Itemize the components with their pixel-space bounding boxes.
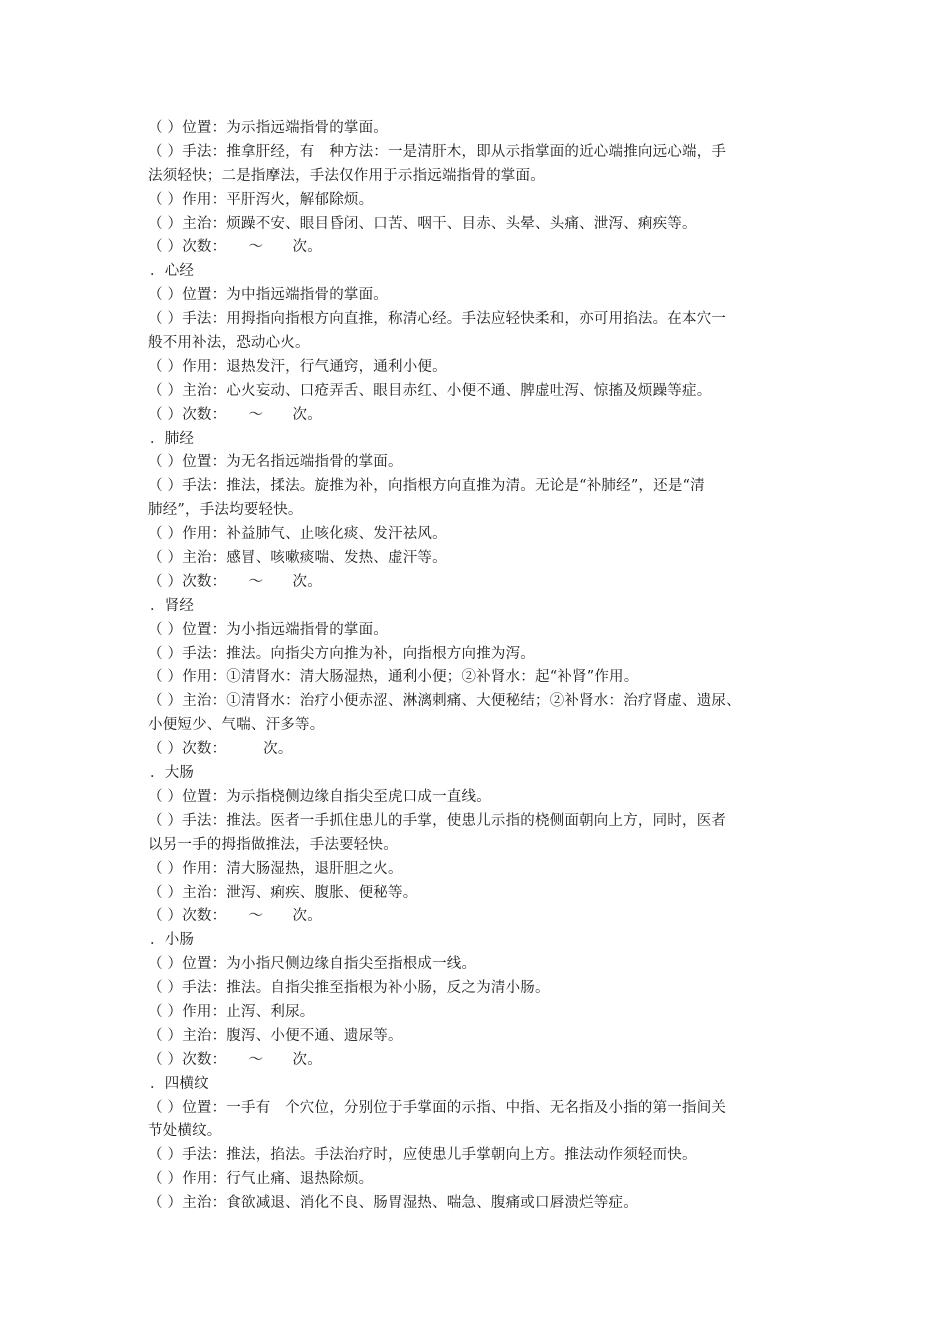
- text-line: （ ）次数： ～ 次。: [148, 573, 322, 590]
- text-line: （ ）作用：退热发汗，行气通窍，通利小便。: [148, 358, 447, 375]
- text-line: （ ）次数： ～ 次。: [148, 239, 322, 256]
- text-line: （ ）位置：一手有 个穴位，分别位于手掌面的示指、中指、无名指及小指的第一指间关: [148, 1099, 727, 1116]
- text-line: （ ）主治：食欲减退、消化不良、肠胃湿热、喘急、腹痛或口唇溃烂等症。: [148, 1195, 638, 1212]
- text-line: （ ）主治：泄泻、痢疾、腹胀、便秘等。: [148, 884, 418, 901]
- text-line: （ ）作用：①清肾水：清大肠湿热，通利小便；②补肾水：起“补肾”作用。: [148, 669, 639, 686]
- text-line: 以另一手的拇指做推法，手法要轻快。: [148, 836, 398, 853]
- text-line: （ ）次数： ～ 次。: [148, 1051, 322, 1068]
- text-line: （ ）位置：为示指桡侧边缘自指尖至虎口成一直线。: [148, 788, 491, 805]
- section-heading: ．小肠: [150, 932, 195, 949]
- text-line: （ ）手法：推法。自指尖推至指根为补小肠，反之为清小肠。: [148, 980, 550, 997]
- text-line: （ ）主治：感冒、咳嗽痰喘、发热、虚汗等。: [148, 550, 447, 567]
- text-line: （ ）位置：为中指远端指骨的掌面。: [148, 287, 389, 304]
- text-line: （ ）位置：为小指远端指骨的掌面。: [148, 621, 389, 638]
- document-page: [148, 117, 808, 1216]
- text-line: 法须轻快；二是指摩法，手法仅作用于示指远端指骨的掌面。: [148, 167, 545, 184]
- text-line: （ ）位置：为示指远端指骨的掌面。: [148, 120, 389, 136]
- text-line: （ ）次数： 次。: [148, 741, 293, 758]
- text-line: （ ）手法：推法。向指尖方向推为补，向指根方向推为泻。: [148, 645, 536, 662]
- section-heading: ．大肠: [150, 765, 195, 782]
- text-line: （ ）主治：①清肾水：治疗小便赤涩、淋漓刺痛、大便秘结；②补肾水：治疗肾虚、遗尿、: [148, 693, 741, 710]
- text-line: 肺经”，手法均要轻快。: [148, 502, 303, 519]
- section-heading: ．心经: [150, 263, 195, 280]
- text-line: （ ）作用：平肝泻火，解郁除烦。: [148, 191, 374, 208]
- text-line: （ ）手法：推拿肝经，有 种方法：一是清肝木，即从示指掌面的近心端推向远心端，手: [148, 143, 727, 160]
- text-line: 小便短少、气喘、汗多等。: [148, 717, 325, 734]
- text-line: （ ）次数： ～ 次。: [148, 908, 322, 925]
- text-line: 般不用补法，恐动心火。: [148, 335, 310, 352]
- text-line: （ ）主治：心火妄动、口疮弄舌、眼目赤红、小便不通、脾虚吐泻、惊搐及烦躁等症。: [148, 382, 712, 399]
- text-line: （ ）手法：推法。医者一手抓住患儿的手掌，使患儿示指的桡侧面朝向上方，同时，医者: [148, 812, 727, 829]
- section-heading: ．肺经: [150, 430, 195, 447]
- text-line: （ ）主治：烦躁不安、眼目昏闭、口苦、咽干、目赤、头晕、头痛、泄泻、痢疾等。: [148, 215, 697, 232]
- text-line: （ ）手法：推法，揉法。旋推为补，向指根方向直推为清。无论是“补肺经”，还是“清: [148, 478, 705, 495]
- text-line: （ ）手法：推法，掐法。手法治疗时，应使患儿手掌朝向上方。推法动作须轻而快。: [148, 1147, 697, 1164]
- section-heading: ．肾经: [150, 597, 195, 614]
- text-line: （ ）次数： ～ 次。: [148, 406, 322, 423]
- text-line: （ ）作用：补益肺气、止咳化痰、发汗祛风。: [148, 526, 447, 543]
- text-line: （ ）位置：为无名指远端指骨的掌面。: [148, 454, 403, 471]
- text-line: （ ）手法：用拇指向指根方向直推，称清心经。手法应轻快柔和，亦可用掐法。在本穴一: [148, 311, 727, 328]
- text-line: 节处横纹。: [148, 1123, 222, 1140]
- text-line: （ ）作用：行气止痛、退热除烦。: [148, 1171, 374, 1188]
- text-line: （ ）位置：为小指尺侧边缘自指尖至指根成一线。: [148, 956, 477, 973]
- section-heading: ．四横纹: [150, 1075, 209, 1092]
- text-line: （ ）作用：止泻、利尿。: [148, 1003, 315, 1020]
- text-line: （ ）作用：清大肠湿热，退肝胆之火。: [148, 860, 403, 877]
- text-line: （ ）主治：腹泻、小便不通、遗尿等。: [148, 1027, 403, 1044]
